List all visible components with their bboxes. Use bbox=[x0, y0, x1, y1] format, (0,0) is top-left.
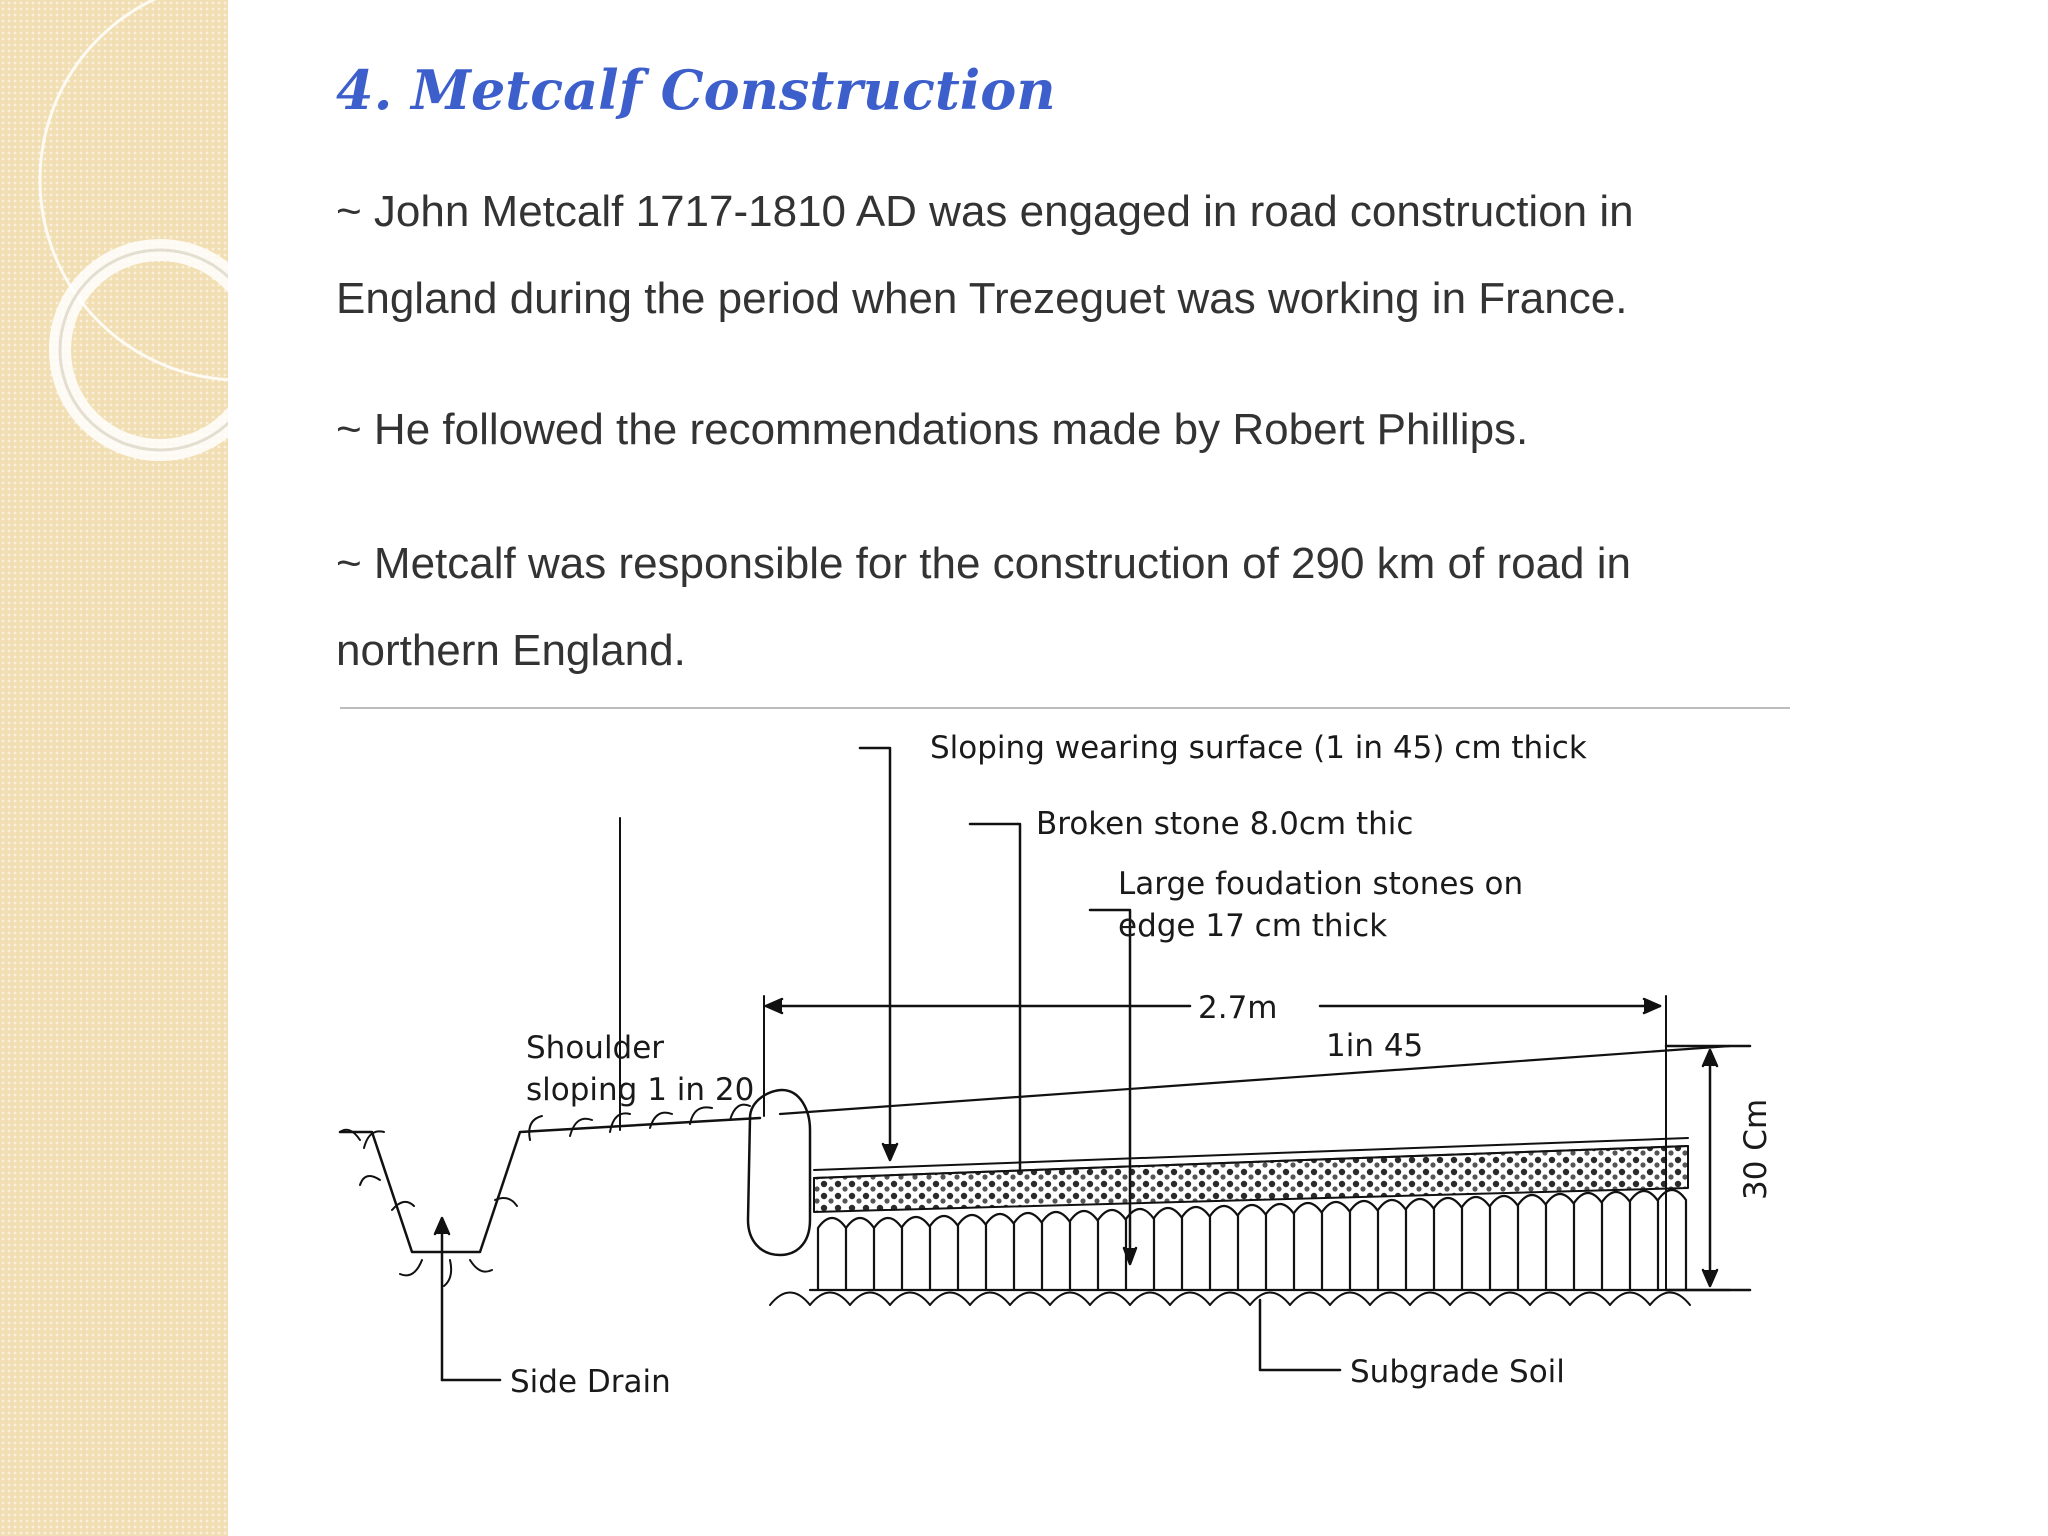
label-wearing-surface: Sloping wearing surface (1 in 45) cm thick bbox=[930, 730, 1587, 766]
bullet-metcalf-period bbox=[336, 168, 1634, 342]
bullet-road-length bbox=[336, 520, 1631, 694]
bullet-line: England during the period when Trezeguet was working in France. bbox=[336, 274, 1628, 323]
label-foundation-line2: edge 17 cm thick bbox=[1118, 908, 1388, 944]
label-shoulder-line2: sloping 1 in 20 bbox=[526, 1072, 755, 1108]
side-drain-arrowhead bbox=[435, 1218, 449, 1234]
label-subgrade: Subgrade Soil bbox=[1350, 1354, 1565, 1390]
bullet-line: ~ He followed the recommendations made by Robert Phillips. bbox=[336, 405, 1529, 454]
thick-ring bbox=[60, 250, 228, 450]
label-side-drain: Side Drain bbox=[510, 1364, 671, 1400]
width-arrow-left bbox=[766, 999, 782, 1013]
decorative-rings bbox=[0, 0, 228, 1536]
metcalf-road-cross-section-diagram bbox=[330, 700, 1850, 1480]
depth-arrow-top bbox=[1703, 1050, 1717, 1066]
broken-stone-leader bbox=[970, 824, 1020, 1170]
label-depth: 30 Cm bbox=[1738, 1098, 1774, 1200]
bullet-line: ~ John Metcalf 1717-1810 AD was engaged in road construction in bbox=[336, 187, 1634, 236]
label-width: 2.7m bbox=[1198, 990, 1278, 1026]
bullet-line: northern England. bbox=[336, 626, 686, 675]
bullet-recommendations bbox=[336, 386, 1528, 473]
grass-tufts bbox=[340, 1105, 750, 1286]
decorative-sidebar bbox=[0, 0, 228, 1536]
edge-kerb-stone bbox=[748, 1090, 810, 1255]
width-arrow-right bbox=[1644, 999, 1660, 1013]
subgrade-leader bbox=[1260, 1300, 1340, 1370]
depth-arrow-bottom bbox=[1703, 1270, 1717, 1286]
camber-line bbox=[780, 1046, 1730, 1114]
wearing-surface-leader bbox=[860, 748, 890, 1156]
foundation-leader bbox=[1090, 910, 1130, 1260]
wearing-surface-arrowhead bbox=[883, 1144, 897, 1160]
label-camber: 1in 45 bbox=[1326, 1028, 1424, 1064]
broken-stone-layer bbox=[814, 1146, 1688, 1212]
ground-profile bbox=[340, 1118, 760, 1252]
label-foundation-line1: Large foudation stones on bbox=[1118, 866, 1524, 902]
bullet-line: ~ Metcalf was responsible for the construction of 290 km of road in bbox=[336, 539, 1631, 588]
subgrade-tufts bbox=[770, 1293, 1690, 1306]
label-broken-stone: Broken stone 8.0cm thic bbox=[1036, 806, 1414, 842]
slide-title: 4. Metcalf Construction bbox=[336, 58, 1056, 122]
label-shoulder-line1: Shoulder bbox=[526, 1030, 665, 1066]
